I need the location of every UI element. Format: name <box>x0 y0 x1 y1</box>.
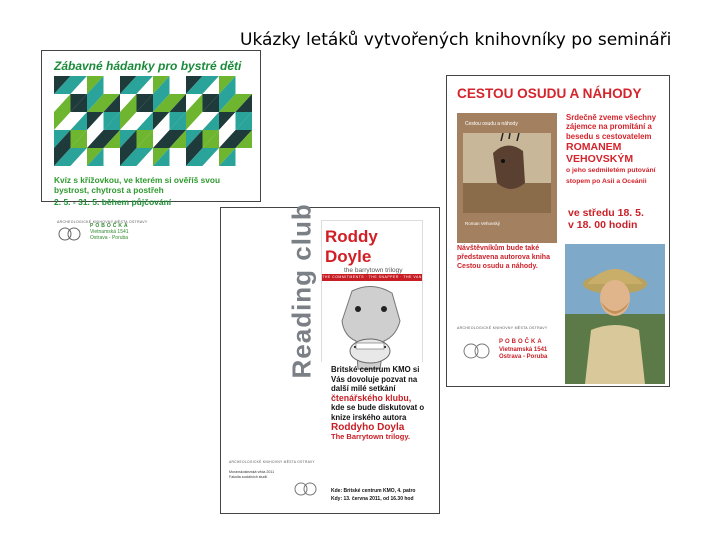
flyer-riddles-title: Zábavné hádanky pro bystré děti <box>54 59 242 73</box>
speaker-last-name: VEHOVSKÝM <box>566 153 634 166</box>
event-details <box>331 488 431 503</box>
horse-photo <box>322 281 422 376</box>
library-name: ARCHEOLOGICKÉ KNIHOVNY MĚSTA OSTRAVY <box>57 220 148 224</box>
event-when: Kdy: 13. června 2011, od 16.30 hod <box>331 495 414 502</box>
book-cover <box>321 220 423 362</box>
branch-street: Vietnamská 1541 <box>499 346 548 353</box>
event-date <box>568 207 644 231</box>
library-name: ARCHEOLOGICKÉ KNIHOVNY MĚSTA OSTRAVY <box>457 326 548 330</box>
triangle-pattern-graphic <box>54 76 252 166</box>
camel-photo <box>463 133 551 213</box>
event-invitation <box>566 113 666 186</box>
book-presentation-title: Cestou osudu a náhody. <box>457 263 538 270</box>
invitation-text-3: kde se bude diskutovat o knize irského autora <box>331 403 425 422</box>
book-cover-bar: THE COMMITMENTS · THE SNAPPER · THE VAN <box>322 275 422 279</box>
invitation-text: Srdečně zveme všechny zájemce na promítání a besedu s cestovatelem <box>566 113 657 141</box>
partner-text-1: Moravskoslezská věda 2011 <box>229 470 275 474</box>
partner-text-2: Fakulta sociálních studií <box>229 474 268 479</box>
branch-info <box>90 223 130 241</box>
book-cover-title: Cestou osudu a náhody <box>465 121 518 127</box>
traveler-photo <box>565 244 665 384</box>
branch-label: POBOČKA <box>90 223 130 229</box>
reading-club-invitation <box>331 365 431 442</box>
speaker-first-name: ROMANEM <box>566 141 622 154</box>
event-date-time: v 18. 00 hodin <box>568 219 638 231</box>
invitation-author: Roddyho Doyla <box>331 421 405 433</box>
book-cover-author: Roman Vehovský <box>465 221 501 226</box>
book-cover-author: Roddy Doyle <box>325 227 378 266</box>
branch-city: Ostrava - Poruba <box>499 354 548 360</box>
book-cover <box>457 113 557 243</box>
flyer-reading-club <box>220 203 440 514</box>
branch-label: POBOČKA <box>499 339 544 345</box>
slide-title: Ukázky letáků vytvořených knihovníky po semináři <box>240 30 672 50</box>
book-presentation <box>457 244 577 271</box>
book-cover-subtitle: the barrytown trilogy <box>344 267 403 274</box>
library-logo-icon <box>56 225 86 243</box>
invitation-text-1: Britské centrum KMO si Vás dovoluje pozvat na další milé setkání <box>331 365 420 394</box>
flyer-riddles-description: Kvíz s křížovkou, ve kterém si ověříš svou bystrost, chytrost a postřeh <box>54 175 221 195</box>
invitation-book: The Barrytown trilogy. <box>331 432 411 442</box>
branch-street: Vietnamská 1541 <box>90 229 129 235</box>
invitation-text-2: o jeho sedmiletém putování stopem po Asii a Oceánii <box>566 167 656 185</box>
library-logo-icon <box>461 341 493 361</box>
book-presentation-text: Návštěvníkům bude také představena autorova kniha <box>457 245 550 261</box>
library-logo-icon <box>293 480 319 498</box>
reading-club-vertical-title: Reading club <box>286 203 317 379</box>
invitation-club: čtenářského klubu, <box>331 392 412 403</box>
branch-city: Ostrava - Poruba <box>90 235 129 241</box>
event-where: Kde: Britské centrum KMO, 4. patro <box>331 488 416 494</box>
library-name: ARCHEOLOGICKÉ KNIHOVNY MĚSTA OSTRAVY <box>229 460 315 464</box>
flyer-travel-title: CESTOU OSUDU A NÁHODY <box>457 86 642 101</box>
partner-text <box>229 470 309 479</box>
event-date-day: ve středu 18. 5. <box>568 207 644 219</box>
flyer-riddles-dates: 2. 5. - 31. 5. během půjčování <box>54 197 172 207</box>
branch-info <box>499 339 547 362</box>
flyer-riddles <box>41 50 261 241</box>
flyer-travel-talk <box>446 75 670 387</box>
